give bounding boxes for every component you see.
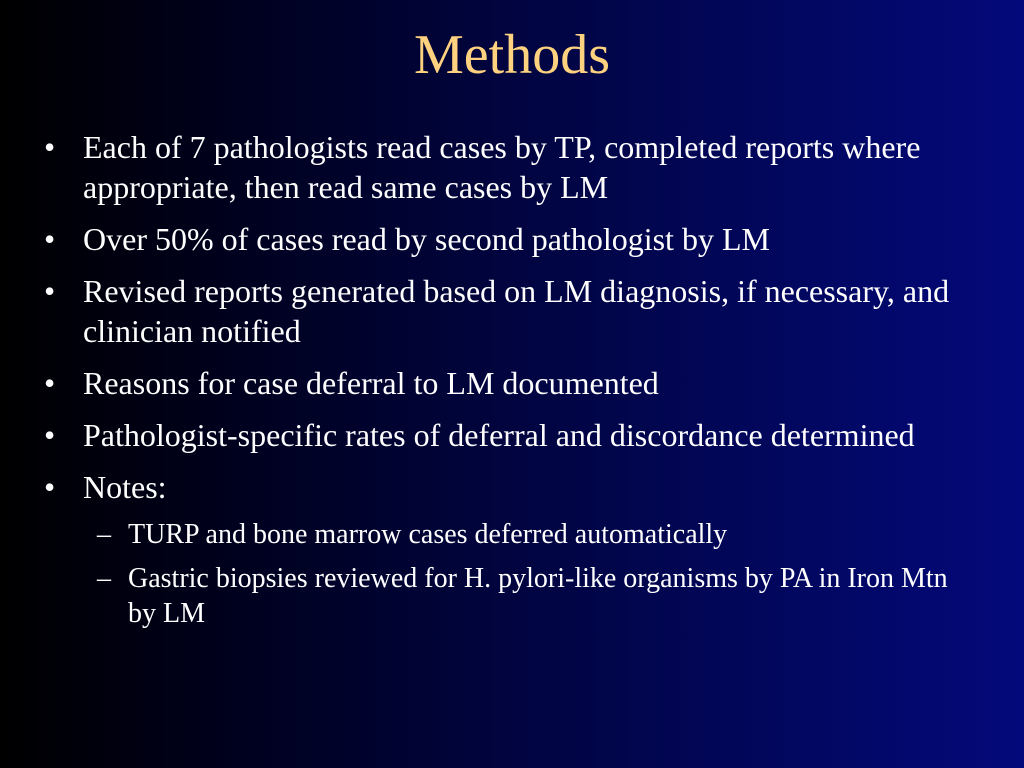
bullet-marker: • <box>44 273 56 309</box>
bullet-item <box>40 415 980 455</box>
bullet-item <box>40 363 980 403</box>
bullet-text: Pathologist-specific rates of deferral and discordance determined <box>83 417 915 453</box>
bullet-text: Notes: <box>83 469 167 505</box>
bullet-item <box>40 271 980 351</box>
bullet-text: Over 50% of cases read by second pathologist by LM <box>83 221 770 257</box>
sub-bullet-item <box>83 561 980 631</box>
bullet-marker: • <box>44 469 56 505</box>
bullet-list <box>40 127 980 643</box>
sub-bullet-text: TURP and bone marrow cases deferred automatically <box>128 519 728 550</box>
bullet-marker: • <box>44 417 56 453</box>
bullet-text: Each of 7 pathologists read cases by TP, completed reports where appropriate, then read same cases by LM <box>83 129 921 205</box>
bullet-marker: • <box>44 221 56 257</box>
bullet-text: Revised reports generated based on LM diagnosis, if necessary, and clinician notified <box>83 273 950 349</box>
bullet-marker: • <box>44 365 56 401</box>
sub-bullet-item <box>83 517 980 552</box>
sub-bullet-list <box>83 517 980 631</box>
bullet-marker: • <box>44 129 56 165</box>
sub-bullet-marker: – <box>97 519 111 550</box>
bullet-item <box>40 127 980 207</box>
bullet-text: Reasons for case deferral to LM documented <box>83 365 659 401</box>
sub-bullet-marker: – <box>97 563 111 594</box>
bullet-item <box>40 219 980 259</box>
sub-bullet-text: Gastric biopsies reviewed for H. pylori-like organisms by PA in Iron Mtn by LM <box>128 563 948 629</box>
slide-title: Methods <box>414 24 610 86</box>
bullet-item-notes <box>40 467 980 631</box>
